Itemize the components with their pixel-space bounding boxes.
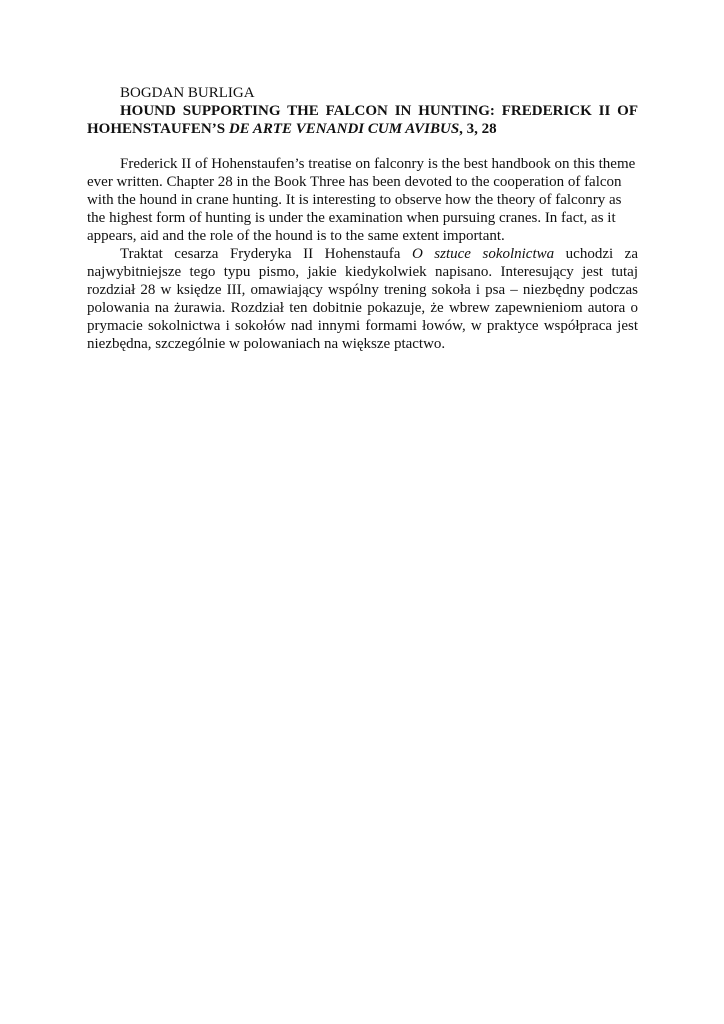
abstract-polish-italic-title: O sztuce sokolnictwa <box>411 246 555 262</box>
abstract-polish-text-2: uchodzi za najwybitniejsze tego typu pismo, jakie kiedykolwiek napisano. Interesujący jest tutaj rozdział 28 w księdze III, omawiający wspólny trening sokoła i psa – niezbędny podczas polowania na żurawia. Rozdział ten dobitnie pokazuje, że wbrew zapewnieniom autora o prymacie sokolnictwa i sokołów nad innymi formami łowów, w praktyce współpraca jest niezbędna, szczególnie w polowaniach na większe ptactwo. <box>87 246 638 352</box>
title-reference: , 3, 28 <box>459 121 497 137</box>
spacer <box>87 138 638 155</box>
title-italic-text: DE ARTE VENANDI CUM AVIBUS <box>228 121 460 137</box>
document-body <box>87 84 638 353</box>
abstract-polish-text-1: Traktat cesarza Fryderyka II Hohenstaufa <box>120 246 412 262</box>
title-text: HOUND SUPPORTING THE FALCON IN HUNTING: FREDERICK II OF HOHENSTAUFEN’S <box>87 103 638 137</box>
abstract-polish <box>87 245 638 353</box>
author-name: BOGDAN BURLIGA <box>120 85 255 101</box>
article-title <box>87 102 638 138</box>
abstract-english: Frederick II of Hohenstaufen’s treatise on falconry is the best handbook on this theme ever written. Chapter 28 in the Book Three has been devoted to the cooperation of falcon with the hound in crane hunting. It is interesting to observe how the theory of falconry as the highest form of hunting is under the examination when pursuing cranes. In fact, as it appears, aid and the role of the hound is to the same extent important. <box>87 156 636 244</box>
